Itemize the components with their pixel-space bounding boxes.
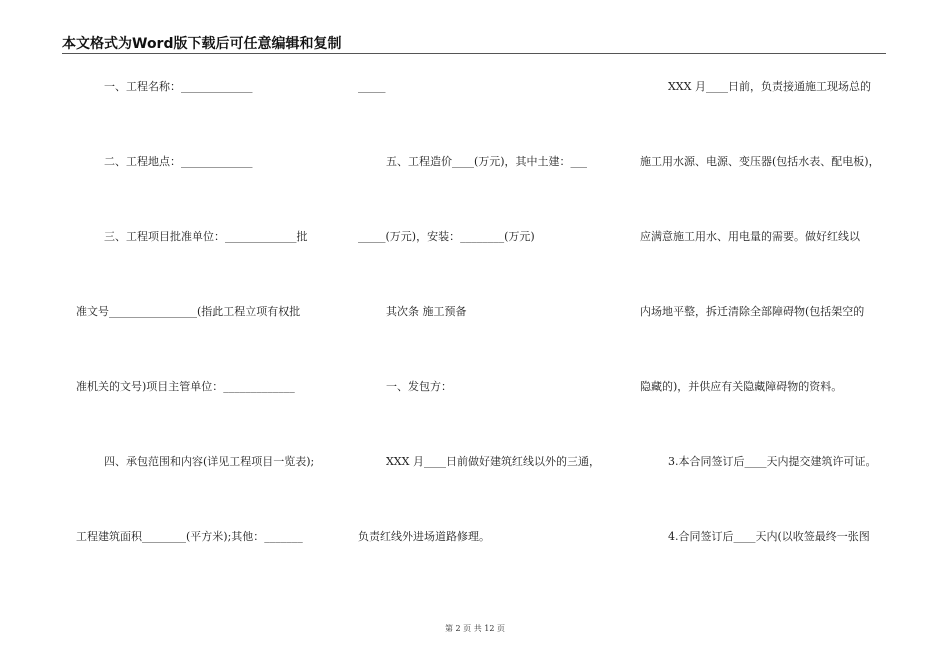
- text-line: 内场地平整，拆迁清除全部障碍物(包括架空的: [640, 305, 865, 318]
- text-line: _____(万元)，安装：________(万元): [358, 230, 535, 243]
- text-line: 3.本合同签订后____天内提交建筑许可证。: [640, 455, 877, 468]
- text-line: 施工用水源、电源、变压器(包括水表、配电板)，: [640, 155, 880, 168]
- text-line: 二、工程地点：_____________: [76, 155, 253, 168]
- text-line: 一、发包方：: [358, 380, 452, 393]
- text-line: 一、工程名称：_____________: [76, 80, 253, 93]
- text-line: XXX 月____日前做好建筑红线以外的三通，: [358, 455, 600, 468]
- text-line: 三、工程项目批准单位：_____________批: [76, 230, 308, 243]
- text-line: XXX 月____日前，负责接通施工现场总的: [640, 80, 871, 93]
- text-line: 4.合同签订后____天内(以收签最终一张图: [640, 530, 870, 543]
- text-line: 准文号________________(指此工程立项有权批: [76, 305, 301, 318]
- text-line: 隐藏的)，并供应有关隐藏障碍物的资料。: [640, 380, 843, 393]
- text-line: 负责红线外进场道路修理。: [358, 530, 490, 543]
- text-line: _____: [358, 80, 386, 93]
- document-header: [62, 33, 886, 54]
- text-line: 工程建筑面积________(平方米);其他：_______: [76, 530, 303, 543]
- page-number: 第 2 页 共 12 页: [445, 624, 505, 633]
- text-line: 五、工程造价____(万元)，其中土建：___: [358, 155, 588, 168]
- text-line: 四、承包范围和内容(详见工程项目一览表);: [76, 455, 315, 468]
- text-line: 应满意施工用水、用电量的需要。做好红线以: [640, 230, 860, 243]
- header-title: 本文格式为Word版下载后可任意编辑和复制: [62, 36, 342, 52]
- text-line: 准机关的文号)项目主管单位：_____________: [76, 380, 295, 393]
- text-line: 其次条 施工预备: [358, 305, 467, 318]
